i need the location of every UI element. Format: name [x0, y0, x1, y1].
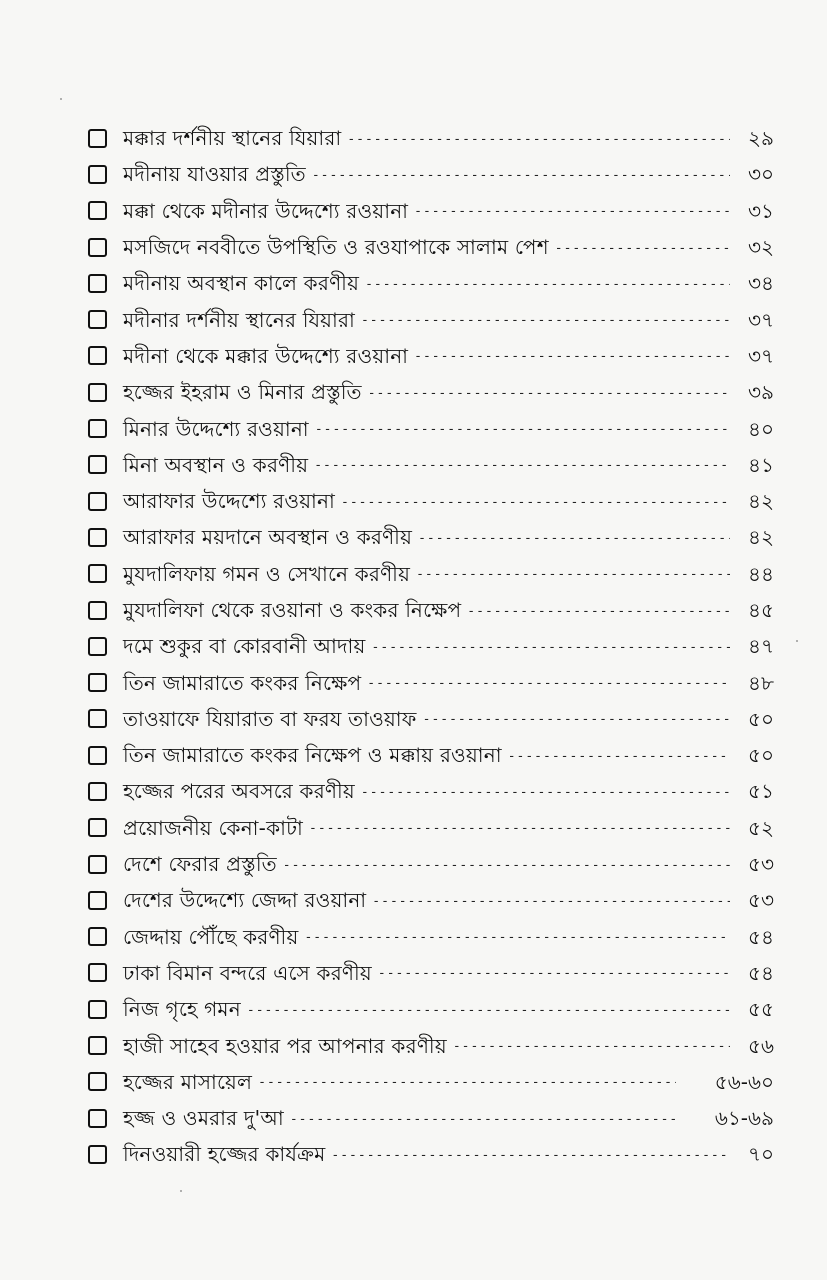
checkbox-icon	[88, 746, 107, 765]
dot-leader	[331, 1149, 730, 1162]
toc-entry-page: ৩২	[747, 235, 774, 260]
toc-entry[interactable]	[88, 265, 774, 301]
checkbox-icon	[88, 129, 107, 148]
toc-entry-title: মিনা অবস্থান ও করণীয়	[123, 452, 309, 477]
toc-entry-title: প্রয়োজনীয় কেনা-কাটা	[123, 815, 303, 840]
toc-entry[interactable]	[88, 374, 774, 410]
toc-entry-title: মুযদালিফায় গমন ও সেখানে করণীয়	[123, 561, 411, 586]
dot-leader	[304, 931, 730, 944]
toc-entry-title: আরাফার উদ্দেশ্যে রওয়ানা	[123, 489, 335, 514]
dot-leader	[423, 713, 730, 726]
toc-entry[interactable]	[88, 338, 774, 374]
toc-entry-page: ৩৭	[747, 343, 774, 368]
paper-speck	[796, 640, 798, 642]
dot-leader	[314, 459, 730, 472]
toc-entry-page: ৪০	[748, 416, 774, 441]
dot-leader	[414, 205, 730, 218]
toc-entry-page: ৪১	[748, 452, 774, 477]
checkbox-icon	[88, 419, 107, 438]
toc-entry-page: ৪৫	[748, 598, 774, 622]
checkbox-icon	[88, 346, 107, 365]
toc-entry[interactable]	[88, 737, 774, 773]
checkbox-icon	[88, 274, 107, 293]
toc-entry-title: আরাফার ময়দানে অবস্থান ও করণীয়	[123, 525, 413, 550]
toc-entry-page: ৫৬	[748, 1033, 774, 1058]
toc-entry-title: মদীনায় যাওয়ার প্রস্তুতি	[123, 162, 306, 187]
toc-entry[interactable]	[88, 156, 774, 192]
toc-entry-page: ৫৪	[748, 960, 774, 985]
dot-leader	[290, 1113, 676, 1126]
toc-entry-page: ৫৩	[748, 888, 774, 913]
toc-entry[interactable]	[88, 301, 774, 337]
toc-entry[interactable]	[88, 447, 774, 483]
toc-entry[interactable]	[88, 701, 774, 737]
toc-entry-page: ৫৪	[748, 924, 774, 949]
toc-entry-title: মদীনার দর্শনীয় স্থানের যিয়ারা	[123, 307, 355, 332]
toc-entry[interactable]	[88, 991, 774, 1027]
checkbox-icon	[88, 891, 107, 910]
toc-entry[interactable]	[88, 882, 774, 918]
checkbox-icon	[88, 238, 107, 257]
toc-entry-title: মদীনা থেকে মক্কার উদ্দেশ্যে রওয়ানা	[123, 343, 409, 368]
checkbox-icon	[88, 1036, 107, 1055]
dot-leader	[367, 677, 730, 690]
toc-entry[interactable]	[88, 592, 774, 628]
toc-entry-title: নিজ গৃহে গমন	[123, 997, 241, 1022]
dot-leader	[416, 568, 730, 581]
toc-entry-page: ৫৬-৬০	[714, 1069, 774, 1094]
paper-speck	[60, 98, 62, 100]
toc-entry-title: তিন জামারাতে কংকর নিক্ষেপ ও মক্কায় রওয়ানা	[123, 743, 502, 768]
checkbox-icon	[88, 927, 107, 946]
toc-entry-title: দমে শুকুর বা কোরবানী আদায়	[123, 634, 366, 659]
toc-entry-page: ৫৩	[748, 852, 774, 877]
toc-entry[interactable]	[88, 773, 774, 809]
checkbox-icon	[88, 637, 107, 656]
toc-entry[interactable]	[88, 664, 774, 700]
checkbox-icon	[88, 1000, 107, 1019]
dot-leader	[378, 967, 730, 980]
toc-entry-title: তাওয়াফে যিয়ারাত বা ফরয তাওয়াফ	[123, 706, 417, 731]
checkbox-icon	[88, 1145, 107, 1164]
dot-leader	[453, 1040, 730, 1053]
dot-leader	[309, 822, 730, 835]
dot-leader	[283, 859, 730, 872]
checkbox-icon	[88, 709, 107, 728]
dot-leader	[508, 750, 730, 763]
dot-leader	[372, 641, 730, 654]
dot-leader	[418, 532, 730, 545]
toc-entry[interactable]	[88, 1027, 774, 1063]
dot-leader	[365, 278, 730, 291]
toc-entry[interactable]	[88, 1100, 774, 1136]
checkbox-icon	[88, 564, 107, 583]
checkbox-icon	[88, 818, 107, 837]
toc-entry[interactable]	[88, 810, 774, 846]
toc-entry-title: মক্কার দর্শনীয় স্থানের যিয়ারা	[123, 126, 342, 151]
toc-entry-page: ৩৭	[747, 307, 774, 332]
checkbox-icon	[88, 601, 107, 620]
dot-leader	[361, 314, 730, 327]
toc-entry-page: ৪৭	[748, 634, 774, 659]
checkbox-icon	[88, 855, 107, 874]
toc-entry-page: ২৯	[748, 126, 774, 151]
dot-leader	[312, 169, 730, 182]
dot-leader	[247, 1004, 730, 1017]
toc-entry-page: ৭০	[747, 1142, 774, 1167]
toc-entry-page: ৩০	[747, 162, 774, 187]
toc-entry[interactable]	[88, 1064, 774, 1100]
toc-entry-page: ৫২	[748, 815, 774, 840]
checkbox-icon	[88, 455, 107, 474]
checkbox-icon	[88, 1109, 107, 1128]
toc-entry-page: ৩৪	[748, 271, 774, 296]
toc-entry[interactable]	[88, 955, 774, 991]
dot-leader	[347, 133, 730, 146]
toc-entry-title: মুযদালিফা থেকে রওয়ানা ও কংকর নিক্ষেপ	[123, 598, 462, 622]
toc-entry-page: ৫৫	[748, 997, 774, 1022]
toc-entry[interactable]	[88, 1136, 774, 1172]
toc-entry[interactable]	[88, 410, 774, 446]
toc-entry[interactable]	[88, 519, 774, 555]
checkbox-icon	[88, 383, 107, 402]
checkbox-icon	[88, 492, 107, 511]
checkbox-icon	[88, 165, 107, 184]
checkbox-icon	[88, 528, 107, 547]
dot-leader	[258, 1076, 676, 1089]
toc-entry[interactable]	[88, 919, 774, 955]
toc-entry-page: ৪৮	[748, 670, 774, 695]
toc-entry-page: ৩৯	[748, 380, 774, 405]
checkbox-icon	[88, 782, 107, 801]
toc-entry[interactable]	[88, 556, 774, 592]
toc-entry-title: মসজিদে নববীতে উপস্থিতি ও রওযাপাকে সালাম পেশ	[123, 235, 549, 260]
toc-entry-page: ৬১-৬৯	[714, 1106, 774, 1131]
toc-entry-page: ৪২	[748, 525, 774, 550]
checkbox-icon	[88, 673, 107, 692]
toc-entry-title: ঢাকা বিমান বন্দরে এসে করণীয়	[123, 960, 372, 985]
toc-entry[interactable]	[88, 846, 774, 882]
toc-entry-title: হজ্জের ইহরাম ও মিনার প্রস্তুতি	[123, 380, 362, 405]
dot-leader	[368, 387, 730, 400]
checkbox-icon	[88, 310, 107, 329]
toc-entry[interactable]	[88, 193, 774, 229]
toc-entry-title: দিনওয়ারী হজ্জের কার্যক্রম	[123, 1142, 326, 1167]
dot-leader	[372, 895, 730, 908]
toc-entry-page: ৫০	[748, 706, 774, 731]
checkbox-icon	[88, 201, 107, 220]
toc-entry-title: জেদ্দায় পৌঁছে করণীয়	[123, 924, 299, 949]
toc-entry-title: হাজী সাহেব হওয়ার পর আপনার করণীয়	[123, 1033, 447, 1058]
toc-entry-title: হজ্জের মাসায়েল	[123, 1069, 253, 1094]
toc-entry-title: হজ্জের পরের অবসরে করণীয়	[123, 779, 355, 804]
toc-entry-title: মক্কা থেকে মদীনার উদ্দেশ্যে রওয়ানা	[123, 198, 409, 223]
toc-entry[interactable]	[88, 229, 774, 265]
toc-entry[interactable]	[88, 628, 774, 664]
toc-entry-title: দেশের উদ্দেশ্যে জেদ্দা রওয়ানা	[123, 888, 367, 913]
toc-entry-page: ৫০	[748, 743, 774, 768]
toc-entry-page: ৪৪	[748, 561, 774, 586]
toc-entry-page: ৪২	[748, 489, 774, 514]
dot-leader	[341, 496, 730, 509]
dot-leader	[555, 242, 730, 255]
paper-speck	[180, 1190, 182, 1192]
toc-entry-title: হজ্জ ও ওমরার দু'আ	[123, 1106, 284, 1131]
table-of-contents	[88, 120, 774, 1173]
dot-leader	[414, 350, 730, 363]
toc-entry-page: ৩১	[748, 198, 774, 223]
checkbox-icon	[88, 1072, 107, 1091]
toc-entry-page: ৫১	[748, 779, 774, 804]
toc-entry-title: তিন জামারাতে কংকর নিক্ষেপ	[123, 670, 362, 695]
toc-entry-title: মদীনায় অবস্থান কালে করণীয়	[123, 271, 360, 296]
toc-entry-title: মিনার উদ্দেশ্যে রওয়ানা	[123, 416, 309, 441]
dot-leader	[315, 423, 730, 436]
toc-entry[interactable]	[88, 120, 774, 156]
toc-entry-title: দেশে ফেরার প্রস্তুতি	[123, 852, 277, 877]
dot-leader	[361, 786, 730, 799]
dot-leader	[467, 605, 730, 618]
toc-entry[interactable]	[88, 483, 774, 519]
checkbox-icon	[88, 963, 107, 982]
